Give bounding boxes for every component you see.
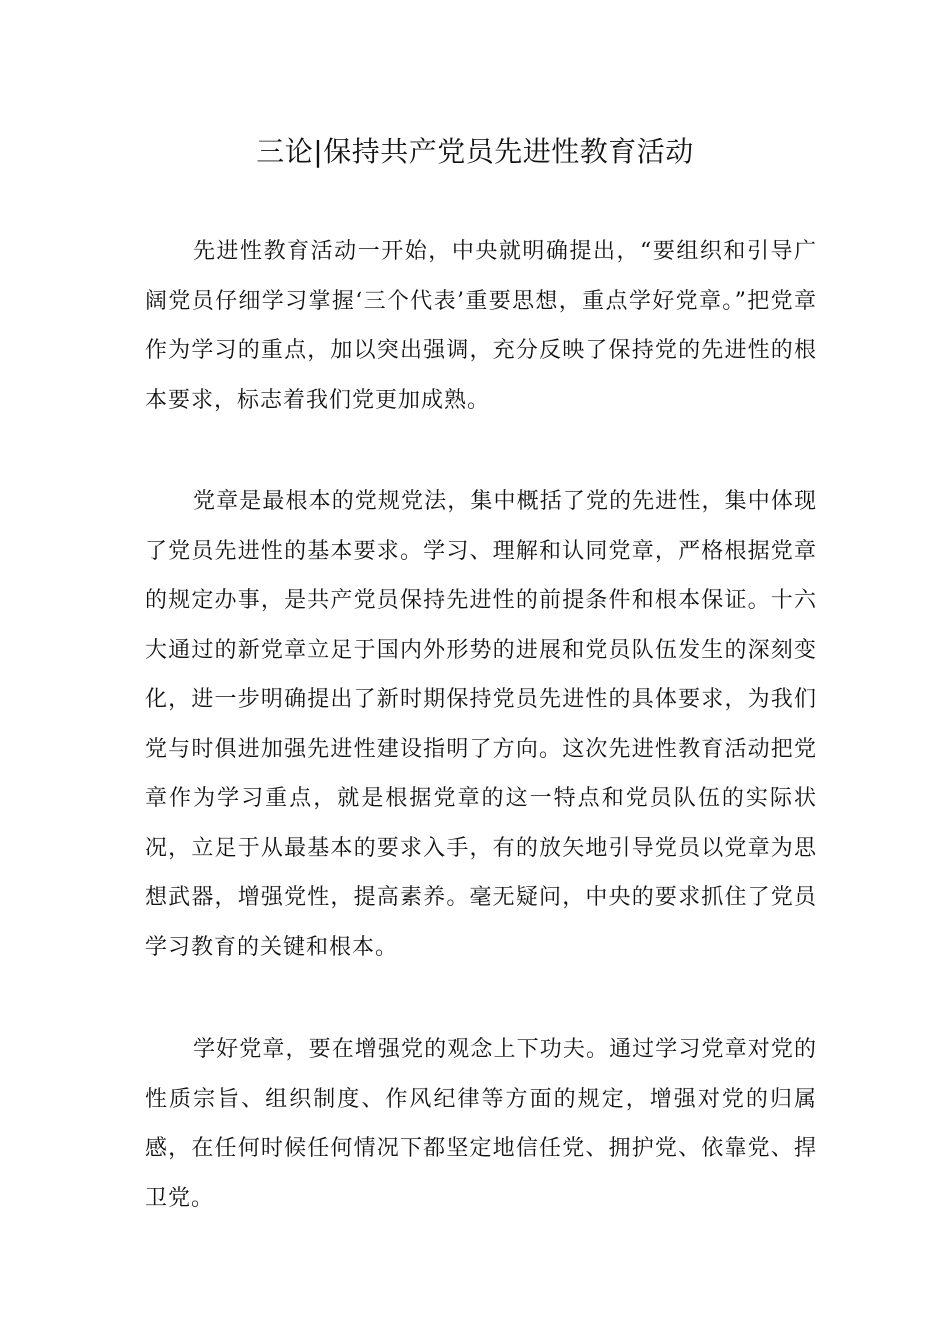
paragraph-2: 党章是最根本的党规党法，集中概括了党的先进性，集中体现了党员先进性的基本要求。学习、理解和认同党章，严格根据党章的规定办事，是共产党员保持先进性的前提条件和根本保证。十六大通过的新党章立足于国内外形势的进展和党员队伍发生的深刻变化，进一步明确提出了新时期保持党员先进性的具体要求，为我们党与时俱进加强先进性建设指明了方向。这次先进性教育活动把党章作为学习重点，就是根据党章的这一特点和党员队伍的实际状况，立足于从最基本的要求入手，有的放矢地引导党员以党章为思想武器，增强党性，提高素养。毫无疑问，中央的要求抓住了党员学习教育的关键和根本。 — [145, 489, 817, 960]
paragraph-1: 先进性教育活动一开始，中央就明确提出，“要组织和引导广阔党员仔细学习掌握‘三个代表’重要思想，重点学好党章。”把党章作为学习的重点，加以突出强调，充分反映了保持党的先进性的根本要求，标志着我们党更加成熟。 — [145, 239, 817, 413]
document-title: 三论|保持共产党员先进性教育活动 — [256, 135, 694, 168]
paragraph-3: 学好党章，要在增强党的观念上下功夫。通过学习党章对党的性质宗旨、组织制度、作风纪律等方面的规定，增强对党的归属感，在任何时候任何情况下都坚定地信任党、拥护党、依靠党、捍卫党。 — [145, 1037, 817, 1211]
